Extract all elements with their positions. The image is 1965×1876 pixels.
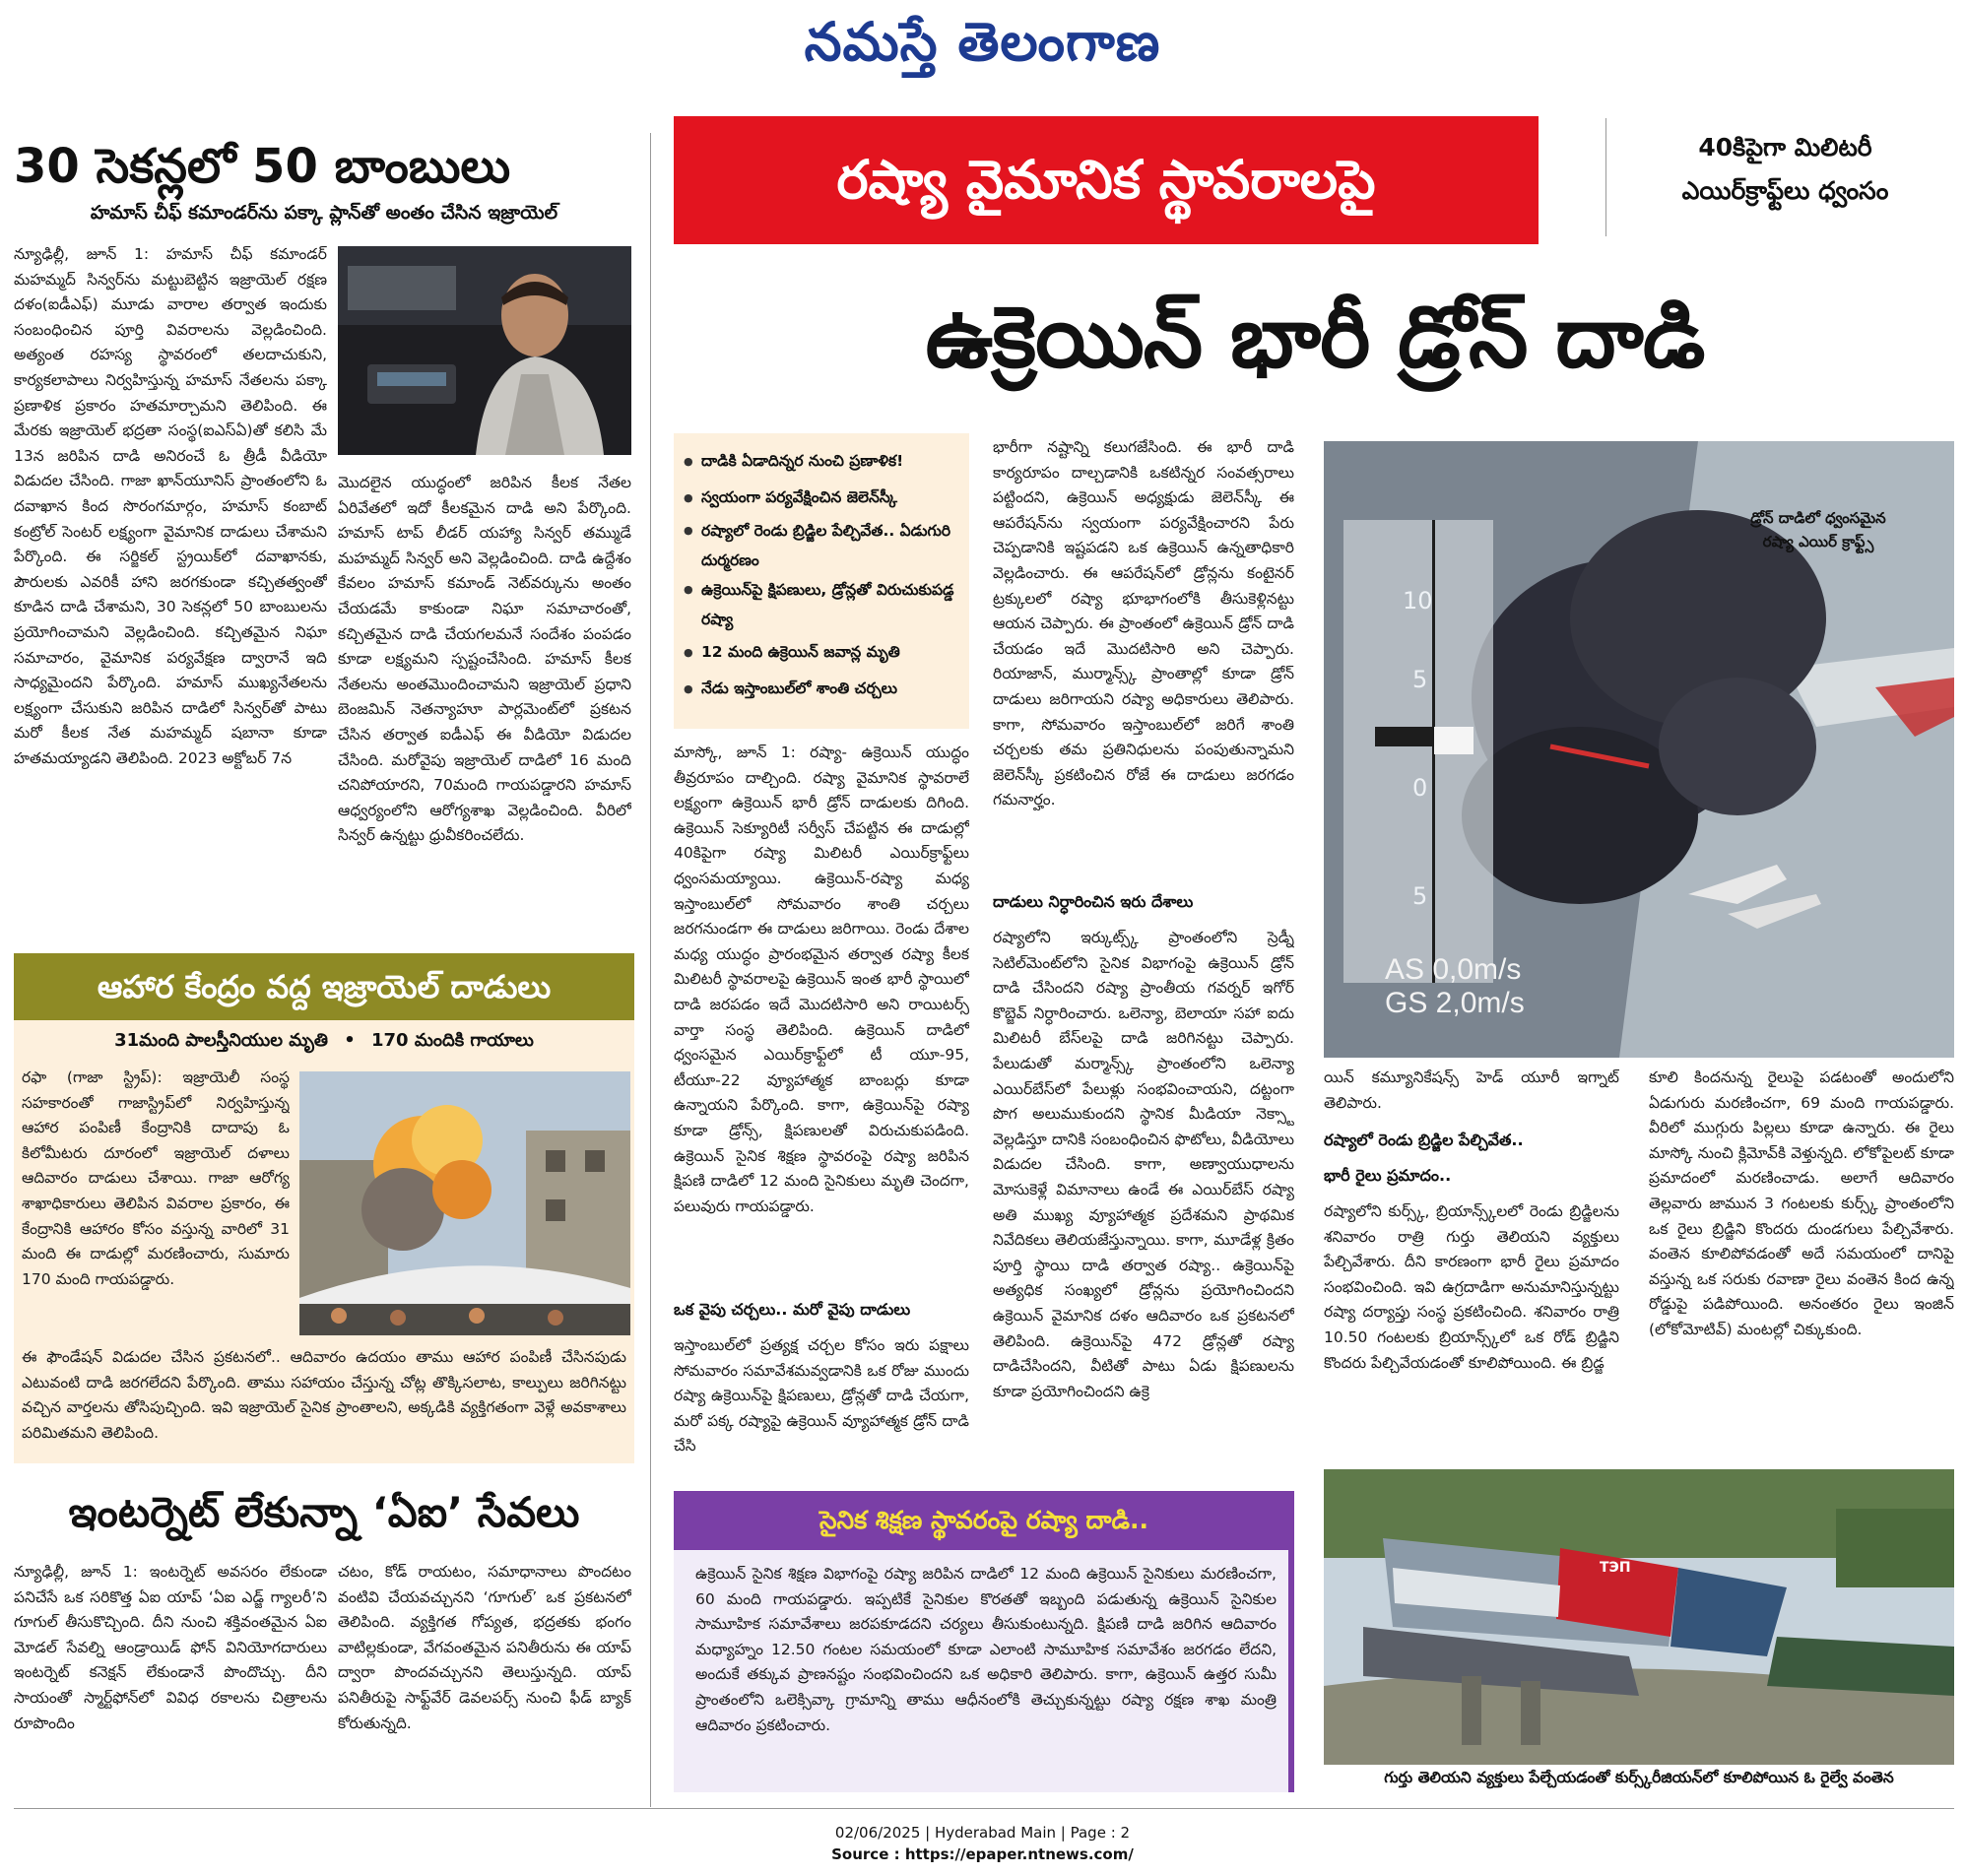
side-kicker bbox=[1615, 126, 1955, 213]
train-wreck-photo bbox=[1324, 1469, 1954, 1765]
military-box-header bbox=[674, 1491, 1294, 1550]
main-col1-text2: ఇస్తాంబుల్‌లో ప్రత్యక్ష చర్చల కోసం ఇరు పక్షాలు సోమవారం సమావేశమవ్వడానికి ఒక రోజు ముందు రష్యా ఉక్రెయిన్‌పై క్షిపణులు, డ్రోన్లతో దాడి చేయగా, మరో పక్క రష్యాపై ఉక్రెయిన్ వ్యూహాత్మక డ్రోన్ దాడి చేసి bbox=[674, 1336, 969, 1456]
highlight-item: ● రష్యాలో రెండు బ్రిడ్జిల పేల్చివేత.. ఏడుగురి దుర్మరణం bbox=[680, 516, 963, 575]
military-box-text: ఉక్రెయిన్ సైనిక శిక్షణ విభాగంపై రష్యా జరిపిన దాడిలో 12 మంది ఉక్రెయిన్ సైనికులు మరణించగా, 60 మంది గాయపడ్డారు. ఇప్పటికే సైనికుల కొరతతో ఇబ్బంది పడుతున్న ఉక్రెయిన్ సైనికుల సామూహిక సమావేశాలు జరపకూడదని చర్యలు తీసుకుంటున్నది. క్షిపణి దాడి జరిగిన ఆదివారం మధ్యాహ్నం 12.50 గంటల సమయంలో కూడా ఎలాంటి సామూహిక సమావేశం జరగడం లేదని, అందుకే తక్కువ ప్రాణనష్టం సంభవించిందని ఒక అధికారి తెలిపారు. కాగా, ఉక్రెయిన్ ఉత్తర సుమీ ప్రాంతంలోని ఒలెక్సివ్కా గ్రామాన్ని తాము ఆధీనంలోకి తెచ్చుకున్నట్టు రష్యా రక్షణ శాఖ మంత్రి ఆదివారం ప్రకటించారు. bbox=[695, 1565, 1277, 1734]
car-photo-image bbox=[338, 246, 631, 455]
side-kicker-line2: ఎయిర్‌క్రాఫ్ట్‌లు ధ్వంసం bbox=[1681, 176, 1889, 205]
kicker-side-divider bbox=[1605, 118, 1606, 236]
ai-col2: చటం, కోడ్ రాయటం, సమాధానాలు పొందటం వంటివి చేయవచ్చునని ‘గూగుల్’ ఒక ప్రకటనలో తెలిపింది. వ్యక్తిగత గోప్యత, భద్రతకు భంగం వాటిల్లకుండా, వేగవంతమైన పనితీరును ఈ యాప్ ద్వారా పొందవచ్చునని తెలుస్తున్నది. యాప్ పనితీరుపై సాఫ్ట్‌వేర్ డెవలపర్స్ నుంచి ఫీడ్ బ్యాక్ కోరుతున్నది. bbox=[338, 1563, 631, 1732]
gauge-tick: 5 bbox=[1412, 666, 1428, 693]
car-photo bbox=[338, 246, 631, 455]
left-top-headline: 30 సెకన్లలో 50 బాంబులు bbox=[14, 139, 511, 194]
gaza-headline: ఆహార కేంద్రం వద్ద ఇజ్రాయెల్ దాడులు bbox=[97, 968, 552, 1005]
left-top-col2: మొదలైన యుద్ధంలో జరిపిన కీలక నేతల ఏరివేతలో ఇదో కీలకమైన దాడి అని పేర్కొంది. హమాస్ టాప్ లీడర్ యహ్యా సిన్వర్ తమ్ముడే మహమ్మద్ సిన్వర్ అని వెల్లడించింది. దాడి ఉద్దేశం కేవలం హమాస్ కమాండ్ నెట్‌వర్కును అంతం చేయడమే కాకుండా నిఘా సమాచారంతో, కచ్చితమైన దాడి చేయగలమనే సందేశం పంపడం కూడా లక్ష్యమని స్పష్టంచేసింది. హమాస్ కీలక నేతలను అంతమొందించామని ఇజ్రాయెల్ ప్రధాని బెంజమిన్ నెతన్యాహూ పార్లమెంట్‌లో ప్రకటన చేసిన తర్వాత ఐడీఎఫ్ ఈ వీడియో విడుదల చేసింది. మరోవైపు ఇజ్రాయెల్ దాడిలో 16 మంది చనిపోయారని, 70మంది గాయపడ్డారని హమాస్ ఆధ్వర్యంలోని ఆరోగ్యశాఖ వెల్లడించింది. వీరిలో సిన్వర్ ఉన్నట్టు ధ్రువీకరించలేదు. bbox=[338, 474, 631, 845]
gauge-tick: 0 bbox=[1412, 774, 1428, 802]
train-photo-caption: గుర్తు తెలియని వ్యక్తులు పేల్చేయడంతో కుర్స్క్‌రీజియన్‌లో కూలిపోయిన ఓ రైల్వే వంతెన bbox=[1384, 1769, 1894, 1786]
main-col3-subhead1: రష్యాలో రెండు బ్రిడ్జిల పేల్చివేత.. bbox=[1324, 1131, 1524, 1149]
left-top-col1: న్యూఢిల్లీ, జూన్ 1: హమాస్ చీఫ్ కమాండర్ మహమ్మద్ సిన్వర్‌ను మట్టుబెట్టిన ఇజ్రాయెల్ రక్షణ దళం(ఐడీఎఫ్) మూడు వారాల తర్వాత ఇందుకు సంబంధించిన పూర్తి వివరాలను వెల్లడించింది. అత్యంత రహస్య స్థావరంలో తలదాచుకుని, కార్యకలాపాలు నిర్వహిస్తున్న హమాస్ నేతలను పక్కా ప్రణాళిక ప్రకారం హతమార్చామని తెలిపింది. ఈ మేరకు ఇజ్రాయెల్ భద్రతా సంస్థ(ఐఎస్ఏ)తో కలిసి మే 13న జరిపిన దాడి అనిరంచే ఓ త్రీడీ వీడియో విడుదల చేసింది. గాజా ఖాన్‌యూనిస్ ప్రాంతంలోని ఓ దవాఖాన కింద సొరంగమార్గం, హమాస్ కంబాట్ కంట్రోల్ సెంటర్ లక్ష్యంగా వైమానిక దాడులు చేశామని పేర్కొంది. ఈ సర్జికల్ స్ట్రయిక్‌లో దవాఖానకు, పౌరులకు ఎవరికీ హాని జరగకుండా కచ్చితత్వంతో కూడిన దాడి చేశామని, 30 సెకన్లలో 50 బాంబులను ప్రయోగించామని వెల్లడించింది. కచ్చితమైన నిఘా సమాచారం, వైమానిక పర్యవేక్షణ ద్వారానే ఇది సాధ్యమైందని పేర్కొంది. హమాస్ ముఖ్యనేతలను లక్ష్యంగా చేసుకుని జరిపిన దాడిలో సిన్వర్‌తో పాటు మరో కీలక నేత మహమ్మద్ షబానా కూడా హతమయ్యాడని తెలిపింది. 2023 అక్టోబర్ 7న bbox=[14, 245, 327, 767]
gaza-sub-deaths: 31మంది పాలస్తీనియుల మృతి bbox=[114, 1030, 328, 1051]
military-box-headline: సైనిక శిక్షణ స్థావరంపై రష్యా దాడి.. bbox=[819, 1506, 1148, 1534]
main-col1-text: మాస్కో, జూన్ 1: రష్యా- ఉక్రెయిన్ యుద్ధం తీవ్రరూపం దాల్చింది. రష్యా వైమానిక స్థావరాలే లక్ష్యంగా ఉక్రెయిన్ భారీ డ్రోన్ దాడులకు దిగింది. ఉక్రెయిన్ సెక్యూరిటీ సర్వీస్ చేపట్టిన ఈ దాడుల్లో 40కిపైగా రష్యా మిలిటరీ ఎయిర్‌క్రాఫ్ట్‌లు ధ్వంసమయ్యాయి. ఉక్రెయిన్-రష్యా మధ్య ఇస్తాంబుల్‌లో సోమవారం శాంతి చర్చలు జరగనుండగా ఈ దాడులు జరిగాయి. రెండు దేశాల మధ్య యుద్ధం ప్రారంభమైన తర్వాత రష్యా కీలక మిలిటరీ స్థావరాలపై ఉక్రెయిన్ ఇంత భారీ స్థాయిలో దాడి జరపడం ఇదే మొదటిసారి అని రాయిటర్స్ వార్తా సంస్థ తెలిపింది. ఉక్రెయిన్ దాడిలో ధ్వంసమైన ఎయిర్‌క్రాఫ్ట్‌లో టీ యూ-95, టీయూ-22 వ్యూహాత్మక బాంబర్లు కూడా ఉన్నాయని పేర్కొంది. కాగా, ఉక్రెయిన్‌పై రష్యా కూడా డ్రోన్స్, క్షిపణులతో విరుచుకుపడింది. ఉక్రెయిన్ సైనిక శిక్షణ స్థావరంపై రష్యా జరిపిన క్షిపణి దాడిలో 12 మంది సైనికులు మృతి చెందగా, పలువురు గాయపడ్డారు. bbox=[674, 744, 969, 1215]
speed-readout bbox=[1385, 953, 1525, 1020]
train-wreck-image bbox=[1324, 1469, 1954, 1765]
footer-rule bbox=[14, 1808, 1954, 1809]
highlight-item: ● 12 మంది ఉక్రెయిన్ జవాన్ల మృతి bbox=[680, 634, 963, 671]
main-col3-text2: రష్యాలోని కుర్స్క్, బ్రియాన్స్క్‌లలో రెండు బ్రిడ్జిలను శనివారం రాత్రి గుర్తు తెలియని వ్యక్తులు పేల్చివేశారు. దీని కారణంగా భారీ రైలు ప్రమాదం సంభవించింది. ఇవి ఉగ్రదాడిగా అనుమానిస్తున్నట్టు రష్యా దర్యాప్తు సంస్థ ప్రకటించింది. శనివారం రాత్రి 10.50 గంటలకు బ్రియాన్స్క్‌లో ఒక రోడ్ బ్రిడ్జిని కొందరు పేల్చివేయడంతో కూలిపోయింది. ఈ బ్రిడ్జ bbox=[1324, 1202, 1619, 1372]
train-number-label: ТЭП bbox=[1600, 1560, 1631, 1576]
kicker-text: రష్యా వైమానిక స్థావరాలపై bbox=[836, 149, 1376, 211]
main-col2-text: భారీగా నష్టాన్ని కలుగజేసింది. ఈ భారీ దాడి కార్యరూపం దాల్చడానికి ఒకటిన్నర సంవత్సరాలు పట్టిందని, ఉక్రెయిన్ అధ్యక్షుడు జెలెన్‌స్కీ ఈ ఆపరేషన్‌ను స్వయంగా పర్యవేక్షించారని పేరు చెప్పడానికి ఇష్టపడని ఒక ఉక్రెయిన్ ఉన్నతాధికారి వెల్లడించారు. ఈ ఆపరేషన్‌లో డ్రోన్లను కంటైనర్ ట్రక్కులలో రష్యా భూభాగంలోకి తీసుకెళ్లినట్టు ఆయన చెప్పారు. ఈ ప్రాంతంలో ఉక్రెయిన్ డ్రోన్ దాడి చేయడం ఇదే మొదటిసారి అని చెప్పారు. రియాజాన్, ముర్మాన్స్క్ ప్రాంతాల్లో కూడా డ్రోన్ దాడులు జరిగాయని రష్యా అధికారులు తెలిపారు. కాగా, సోమవారం ఇస్తాంబుల్‌లో జరిగే శాంతి చర్చలకు తమ ప్రతినిధులను పంపుతున్నామని జెలెన్‌స్కీ ప్రకటించిన రోజే ఈ దాడులు జరగడం గమనార్హం. bbox=[993, 438, 1294, 809]
photo-caption-line2: రష్యా ఎయిర్ క్రాఫ్ట్స్ bbox=[1762, 533, 1874, 550]
highlight-item: ● స్వయంగా పర్యవేక్షించిన జెలెన్‌స్కీ bbox=[680, 480, 963, 516]
footer-date: 02/06/2025 | Hyderabad Main | Page : 2 bbox=[834, 1824, 1131, 1842]
column-divider bbox=[650, 133, 651, 1807]
highlight-item: ● ఉక్రెయిన్‌పై క్షిపణులు, డ్రోన్లతో విరుచుకుపడ్డ రష్యా bbox=[680, 575, 963, 634]
masthead-logo: నమస్తే తెలంగాణ bbox=[804, 10, 1161, 73]
drone-attack-photo bbox=[1324, 441, 1954, 1058]
main-col2-text2: రష్యాలోని ఇర్కుట్స్క్ ప్రాంతంలోని స్రెడ్నీ సెటిల్‌మెంట్‌లోని సైనిక విభాగంపై ఉక్రెయిన్ డ్రోన్ దాడి చేసిందని రష్యా ప్రాంతీయ గవర్నర్ ఇగోర్ కొబ్జెవ్ నిర్ధారించారు. ఒలెన్యా, బెలాయా సహా ఐదు మిలిటరీ బేస్‌లపై దాడి జరిగినట్టు చెప్పారు. పేలుడుతో మర్మాన్స్క్ ప్రాంతంలోని ఒలెన్యా ఎయిర్‌బేస్‌లో పేలుళ్లు సంభవించాయని, దట్టంగా పొగ అలుముకుందని స్థానిక మీడియా నెక్స్టా వెల్లడిస్తూ దానికి సంబంధించిన ఫొటోలు, వీడియోలు విడుదల చేసింది. కాగా, అణ్వాయుధాలను మోసుకెళ్లే విమానాలు ఉండే ఈ ఎయిర్‌బేస్ రష్యా అతి ముఖ్య వ్యూహాత్మక ప్రదేశమని ప్రాథమిక నివేదికలు తెలియజేస్తున్నాయి. కాగా, మూడేళ్ల క్రితం పూర్తి స్థాయి దాడి తర్వాత రష్యా.. ఉక్రెయిన్‌పై అత్యధిక సంఖ్యలో డ్రోన్లను ప్రయోగించిందని ఉక్రెయిన్ వైమానిక దళం ఆదివారం ఒక ప్రకటనలో తెలిపింది. ఉక్రెయిన్‌పై 472 డ్రోన్లతో రష్యా దాడిచేసిందని, వీటితో పాటు ఏడు క్షిపణులను కూడా ప్రయోగించిందని ఉక్రె bbox=[993, 929, 1294, 1400]
main-col3-text: యిన్ కమ్యూనికేషన్స్ హెడ్ యూరీ ఇగ్నాట్ తెలిపారు. bbox=[1324, 1068, 1619, 1112]
side-kicker-line1: 40కిపైగా మిలిటరీ bbox=[1698, 133, 1872, 162]
gauge-tick: 10 bbox=[1403, 587, 1433, 615]
footer-source-link[interactable]: Source : https://epaper.ntnews.com/ bbox=[831, 1845, 1134, 1863]
ai-col1: న్యూఢిల్లీ, జూన్ 1: ఇంటర్నెట్ అవసరం లేకుండా పనిచేసే ఒక సరికొత్త ఏఐ యాప్ ‘ఏఐ ఎడ్జ్ గ్యాలరీ’ని గూగుల్ తీసుకొచ్చింది. దీని నుంచి శక్తివంతమైన ఏఐ మోడల్ సేవల్ని ఆండ్రాయిడ్ ఫోన్ వినియోగదారులు ఇంటర్నెట్ కనెక్షన్ లేకుండానే పొందొచ్చు. దీని సాయంతో స్మార్ట్‌ఫోన్‌లో వివిధ రకాలను చిత్రాలను రూపొందిం bbox=[14, 1563, 327, 1732]
gaza-col-beside: రఫా (గాజా స్ట్రిప్): ఇజ్రాయెలీ సంస్థ సహకారంతో గాజాస్ట్రిప్‌లో నిర్వహిస్తున్న ఆహార పంపిణీ కేంద్రానికి దాదాపు ఓ కిలోమీటరు దూరంలో ఇజ్రాయెల్ దళాలు ఆదివారం దాడులు చేశాయి. గాజా ఆరోగ్య శాఖాధికారులు తెలిపిన వివరాల ప్రకారం, ఈ కేంద్రానికి ఆహారం కోసం వస్తున్న వారిలో 31 మంది ఈ దాడుల్లో మరణించారు, సుమారు 170 మంది గాయపడ్డారు. bbox=[22, 1068, 290, 1288]
highlight-item: ● నేడు ఇస్తాంబుల్‌లో శాంతి చర్చలు bbox=[680, 671, 963, 707]
bullet-separator: • bbox=[344, 1030, 356, 1051]
gaza-explosion-image bbox=[299, 1071, 630, 1335]
highlights-list bbox=[680, 443, 963, 707]
main-col2-subhead: దాడులు నిర్ధారించిన ఇరు దేశాలు bbox=[993, 892, 1194, 911]
photo-caption bbox=[1700, 506, 1936, 553]
left-top-subhead: హమాస్ చీఫ్ కమాండర్‌ను పక్కా ప్లాన్‌తో అంతం చేసిన ఇజ్రాయెల్ bbox=[90, 202, 558, 224]
kicker-banner bbox=[674, 116, 1539, 244]
gaza-headline-banner bbox=[14, 953, 634, 1020]
main-col1-subhead: ఒక వైపు చర్చలు.. మరో వైపు దాడులు bbox=[674, 1300, 911, 1319]
main-headline: ఉక్రెయిన్ భారీ డ్రోన్ దాడి bbox=[925, 289, 1705, 387]
main-col3-subhead2: భారీ రైలు ప్రమాదం.. bbox=[1324, 1166, 1452, 1185]
highlight-item: ● దాడికి ఏడాదిన్నర నుంచి ప్రణాళిక! bbox=[680, 443, 963, 480]
speed-as: AS 0,0m/s bbox=[1385, 953, 1522, 986]
photo-caption-line1: డ్రోన్ దాడిలో ధ్వంసమైన bbox=[1750, 509, 1886, 527]
gaza-col-full: ఈ ఫౌండేషన్ విడుదల చేసిన ప్రకటనలో.. ఆదివారం ఉదయం తాము ఆహార పంపిణీ చేసినపుడు ఎటువంటి దాడి జరగలేదని పేర్కొంది. తాము సహాయం చేస్తున్న చోట్ల తొక్కిసలాట, కాల్పులు జరిగినట్టు వచ్చిన వార్తలను తోసిపుచ్చింది. ఇవి ఇజ్రాయెల్ సైనిక ప్రాంతాలని, అక్కడికి వ్యక్తిగతంగా వెళ్లే అవకాశాలు పరిమితమని తెలిపింది. bbox=[22, 1348, 626, 1442]
ai-headline: ఇంటర్నెట్ లేకున్నా ‘ఏఐ’ సేవలు bbox=[68, 1488, 580, 1536]
speed-gs: GS 2,0m/s bbox=[1385, 987, 1525, 1019]
main-col4-text: కూలి కిందనున్న రైలుపై పడటంతో అందులోని ఏడుగురు మరణించగా, 69 మంది గాయపడ్డారు. వీరిలో ముగ్గురు పిల్లలు కూడా ఉన్నారు. ఈ రైలు మాస్కో నుంచి క్లిమోవ్‌కి వెళ్తున్నది. లోకోపైలట్ కూడా ప్రమాదంలో మరణించాడు. అలాగే ఆదివారం తెల్లవారు జామున 3 గంటలకు కుర్స్క్ ప్రాంతంలోని ఒక రైలు బ్రిడ్జిని కొందరు దుండగులు పేల్చివేశారు. వంతెన కూలిపోవడంతో అదే సమయంలో దానిపై వస్తున్న ఒక సరుకు రవాణా రైలు వంతెన కింద ఉన్న రోడ్డుపై పడిపోయింది. అనంతరం రైలు ఇంజిన్ (లోకోమోటివ్) మంటల్లో చిక్కుకుంది. bbox=[1649, 1068, 1954, 1338]
gaza-explosion-photo bbox=[299, 1071, 630, 1335]
gauge-tick: 5 bbox=[1412, 882, 1428, 910]
gaza-sub-injured: 170 మందికి గాయాలు bbox=[371, 1030, 534, 1051]
gaza-subheads bbox=[14, 1030, 634, 1055]
highlights-box bbox=[674, 433, 969, 729]
